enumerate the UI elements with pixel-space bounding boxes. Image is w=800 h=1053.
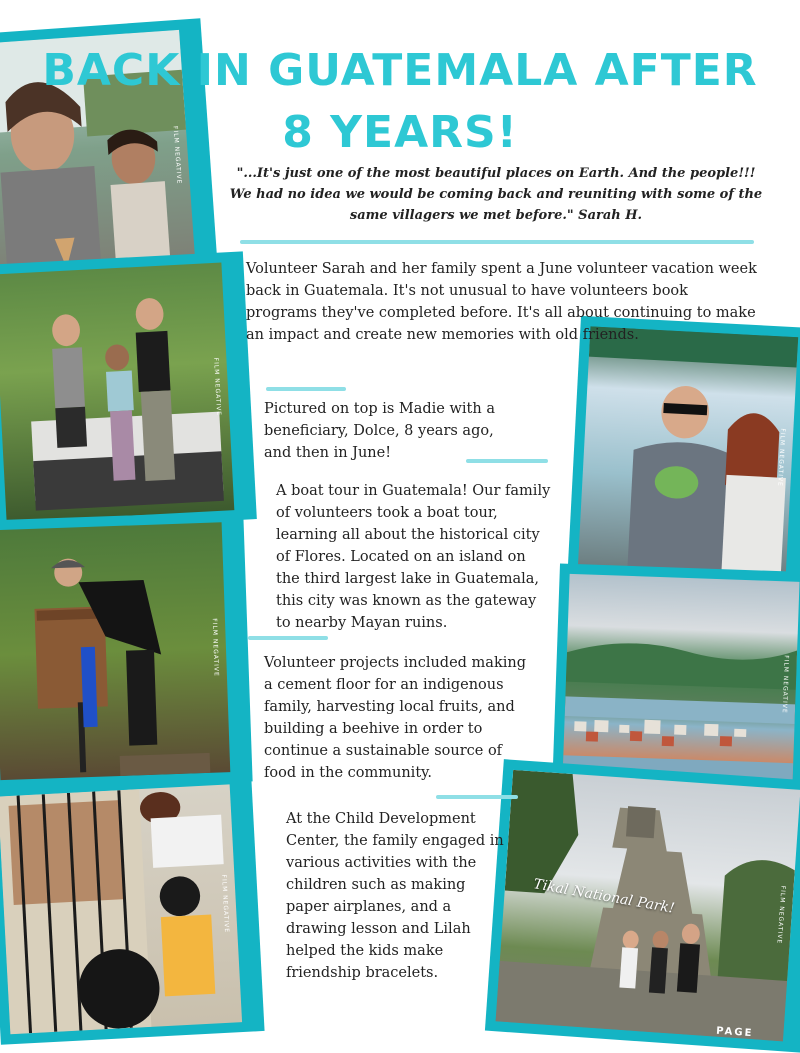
film-edge-label: FILM NEGATIVE xyxy=(171,125,184,185)
divider xyxy=(248,636,328,640)
intro-paragraph: Volunteer Sarah and her family spent a June volunteer vacation week back in Guatemala. It's not unusual to have volunteers book programs they've completed before. It's all about continuing to make an impact and create new memories with old friends. xyxy=(246,261,757,343)
divider xyxy=(240,240,754,244)
boat-paragraph: A boat tour in Guatemala! Our family of volunteers took a boat tour, learning all about the historical city of Flores. Located on an island on the third largest lake in Guatemala, this city was known as the gateway to nearby Mayan ruins. xyxy=(276,483,551,631)
divider xyxy=(266,387,346,391)
photo-beehive xyxy=(0,512,253,791)
page-tag: PAGE xyxy=(715,1025,754,1040)
divider xyxy=(436,795,518,799)
photo-tikal xyxy=(485,759,800,1053)
child-center-paragraph: At the Child Development Center, the family engaged in various activities with the children such as making paper airplanes, and a drawing lesson and Lilah helped the kids make friendship bracelets. xyxy=(286,811,504,981)
testimonial-quote: "...It's just one of the most beautiful places on Earth. And the people!!! We had no idea we would be coming back and reuniting with some of the same villagers we met before." Sarah H. xyxy=(229,166,763,223)
film-edge-label: FILM NEGATIVE xyxy=(775,885,787,945)
pictured-paragraph: Pictured on top is Madie with a beneficiary, Dolce, 8 years ago, and then in June! xyxy=(264,401,495,461)
photo-bracelets xyxy=(0,773,265,1044)
film-edge-label: FILM NEGATIVE xyxy=(781,655,791,714)
photo-madie-now xyxy=(0,251,257,532)
film-edge-label: FILM NEGATIVE xyxy=(211,618,221,677)
page-title: BACK IN GUATEMALA AFTER 8 YEARS! xyxy=(42,45,758,158)
projects-paragraph: Volunteer projects included making a cement floor for an indigenous family, harvesting local fruits, and building a beehive in order to continue a sustainable source of food in the community. xyxy=(264,655,526,781)
film-edge-label: FILM NEGATIVE xyxy=(212,357,223,417)
film-edge-label: FILM NEGATIVE xyxy=(220,874,231,934)
photo-flores-island xyxy=(552,563,800,798)
tikal-caption: Tikal National Park! xyxy=(532,876,676,917)
photo-boat-tour xyxy=(567,316,800,590)
divider xyxy=(466,459,548,463)
film-edge-label: FILM NEGATIVE xyxy=(776,428,787,488)
